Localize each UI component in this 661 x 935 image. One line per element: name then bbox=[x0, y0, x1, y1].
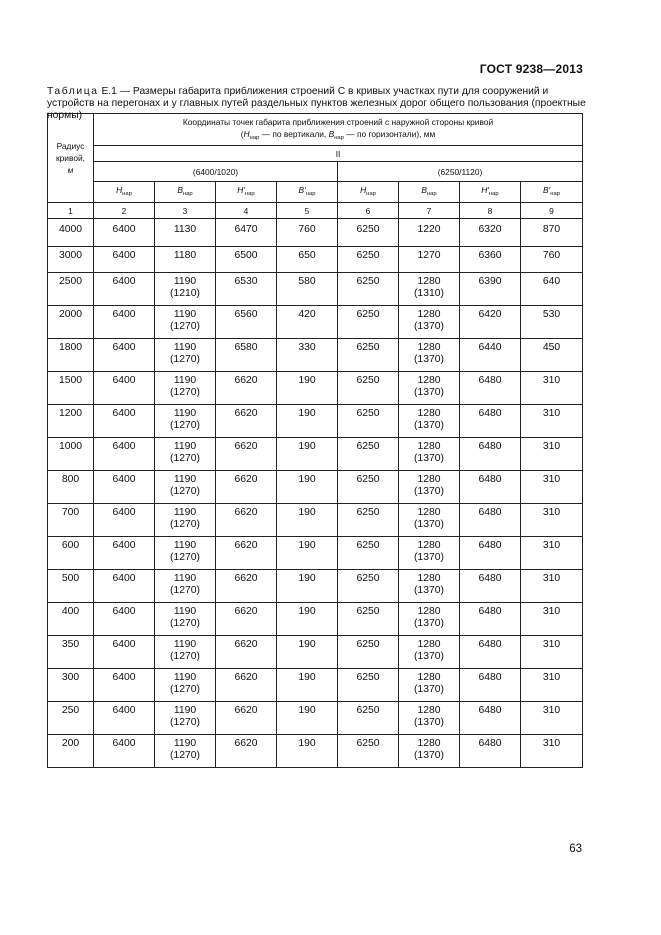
symbol-header-cell: $B'_{нар}$ bbox=[277, 182, 338, 203]
table-cell: 310 bbox=[521, 504, 583, 537]
column-number-cell: 3 bbox=[155, 203, 216, 219]
table-cell: 1280 (1370) bbox=[399, 570, 460, 603]
group-header-6250: (6250/1120) bbox=[338, 162, 583, 182]
table-cell: 250 bbox=[48, 702, 94, 735]
table-cell: 1280 (1370) bbox=[399, 372, 460, 405]
table-cell: 1200 bbox=[48, 405, 94, 438]
table-cell: 2000 bbox=[48, 306, 94, 339]
table-cell: 2500 bbox=[48, 273, 94, 306]
table-cell: 6250 bbox=[338, 339, 399, 372]
table-cell: 6400 bbox=[94, 306, 155, 339]
table-cell: 190 bbox=[277, 570, 338, 603]
coordinates-header: Координаты точек габарита приближения строений с наружной стороны кривой ($H_{нар}$ — по вертикали, $B_{нар}$ — по горизонтали), мм bbox=[94, 114, 583, 146]
table-cell: 6250 bbox=[338, 219, 399, 247]
column-number-cell: 4 bbox=[216, 203, 277, 219]
table-cell: 1190 (1270) bbox=[155, 702, 216, 735]
table-cell: 310 bbox=[521, 702, 583, 735]
table-cell: 6400 bbox=[94, 471, 155, 504]
table-cell: 6620 bbox=[216, 372, 277, 405]
table-cell: 6480 bbox=[460, 702, 521, 735]
table-cell: 6250 bbox=[338, 636, 399, 669]
table-cell: 6620 bbox=[216, 537, 277, 570]
table-cell: 6420 bbox=[460, 306, 521, 339]
table-cell: 400 bbox=[48, 603, 94, 636]
table-cell: 6400 bbox=[94, 669, 155, 702]
table-cell: 6620 bbox=[216, 405, 277, 438]
table-cell: 6620 bbox=[216, 702, 277, 735]
table-cell: 6480 bbox=[460, 669, 521, 702]
table-cell: 330 bbox=[277, 339, 338, 372]
symbol-header-cell: $B_{нар}$ bbox=[399, 182, 460, 203]
table-cell: 6530 bbox=[216, 273, 277, 306]
table-cell: 6250 bbox=[338, 438, 399, 471]
table-row bbox=[48, 405, 583, 438]
table-cell: 1280 (1370) bbox=[399, 405, 460, 438]
standard-code: ГОСТ 9238—2013 bbox=[479, 62, 583, 76]
table-cell: 6580 bbox=[216, 339, 277, 372]
table-cell: 6250 bbox=[338, 405, 399, 438]
table-cell: 6620 bbox=[216, 570, 277, 603]
table-cell: 310 bbox=[521, 471, 583, 504]
table-cell: 310 bbox=[521, 735, 583, 768]
symbol-header-cell: $B_{нар}$ bbox=[155, 182, 216, 203]
table-cell: 6250 bbox=[338, 702, 399, 735]
table-cell: 1280 (1370) bbox=[399, 603, 460, 636]
table-cell: 1190 (1210) bbox=[155, 273, 216, 306]
column-number-cell: 5 bbox=[277, 203, 338, 219]
table-cell: 6400 bbox=[94, 273, 155, 306]
table-row bbox=[48, 636, 583, 669]
table-cell: 1280 (1370) bbox=[399, 306, 460, 339]
table-cell: 6480 bbox=[460, 636, 521, 669]
table-cell: 6250 bbox=[338, 372, 399, 405]
table-cell: 1800 bbox=[48, 339, 94, 372]
table-cell: 650 bbox=[277, 247, 338, 273]
table-row bbox=[48, 372, 583, 405]
table-cell: 6320 bbox=[460, 219, 521, 247]
table-cell: 1280 (1310) bbox=[399, 273, 460, 306]
table-cell: 6400 bbox=[94, 247, 155, 273]
table-cell: 6480 bbox=[460, 372, 521, 405]
table-row bbox=[48, 504, 583, 537]
table-cell: 6620 bbox=[216, 603, 277, 636]
table-cell: 190 bbox=[277, 471, 338, 504]
table-cell: 1270 bbox=[399, 247, 460, 273]
table-cell: 190 bbox=[277, 438, 338, 471]
table-cell: 6400 bbox=[94, 570, 155, 603]
table-cell: 6250 bbox=[338, 537, 399, 570]
table-row bbox=[48, 438, 583, 471]
column-number-cell: 9 bbox=[521, 203, 583, 219]
symbol-header-cell: $H'_{нар}$ bbox=[216, 182, 277, 203]
table-row bbox=[48, 339, 583, 372]
table-cell: 6620 bbox=[216, 504, 277, 537]
table-cell: 1280 (1370) bbox=[399, 339, 460, 372]
table-cell: 420 bbox=[277, 306, 338, 339]
table-row bbox=[48, 219, 583, 247]
symbol-header-cell: $H_{нар}$ bbox=[338, 182, 399, 203]
table-row bbox=[48, 603, 583, 636]
table-cell: 1280 (1370) bbox=[399, 537, 460, 570]
caption-label: Таблица bbox=[47, 86, 99, 97]
table-cell: 6400 bbox=[94, 438, 155, 471]
table-cell: 6250 bbox=[338, 247, 399, 273]
table-cell: 310 bbox=[521, 372, 583, 405]
table-cell: 1000 bbox=[48, 438, 94, 471]
table-cell: 6560 bbox=[216, 306, 277, 339]
table-cell: 600 bbox=[48, 537, 94, 570]
table-cell: 6480 bbox=[460, 570, 521, 603]
symbol-header-cell: $H_{нар}$ bbox=[94, 182, 155, 203]
column-number-cell: 2 bbox=[94, 203, 155, 219]
table-cell: 190 bbox=[277, 669, 338, 702]
radius-header: Радиус кривой, м bbox=[48, 114, 94, 203]
table-cell: 6250 bbox=[338, 471, 399, 504]
table-cell: 1190 (1270) bbox=[155, 537, 216, 570]
table-cell: 190 bbox=[277, 537, 338, 570]
table-cell: 310 bbox=[521, 603, 583, 636]
table-cell: 1500 bbox=[48, 372, 94, 405]
table-cell: 6620 bbox=[216, 471, 277, 504]
table-cell: 310 bbox=[521, 669, 583, 702]
table-cell: 6400 bbox=[94, 735, 155, 768]
table-row bbox=[48, 702, 583, 735]
table-row bbox=[48, 471, 583, 504]
table-cell: 6400 bbox=[94, 405, 155, 438]
table-row bbox=[48, 669, 583, 702]
table-cell: 190 bbox=[277, 636, 338, 669]
column-number-cell: 1 bbox=[48, 203, 94, 219]
table-cell: 1190 (1270) bbox=[155, 471, 216, 504]
table-cell: 1190 (1270) bbox=[155, 405, 216, 438]
table-row bbox=[48, 735, 583, 768]
table-cell: 6620 bbox=[216, 735, 277, 768]
caption-text: Е.1 — Размеры габарита приближения строений С в кривых участках пути для сооружений и устройств на перегонах и у главных путей раздельных пунктов железных дорог общего пользования (проектные нормы) bbox=[47, 86, 586, 121]
table-cell: 1280 (1370) bbox=[399, 504, 460, 537]
table-cell: 1280 (1370) bbox=[399, 471, 460, 504]
table-cell: 310 bbox=[521, 405, 583, 438]
table-cell: 1280 (1370) bbox=[399, 735, 460, 768]
table-cell: 6250 bbox=[338, 504, 399, 537]
table-cell: 6250 bbox=[338, 669, 399, 702]
table-cell: 1190 (1270) bbox=[155, 504, 216, 537]
table-cell: 6250 bbox=[338, 273, 399, 306]
table-cell: 6400 bbox=[94, 219, 155, 247]
table-cell: 1280 (1370) bbox=[399, 438, 460, 471]
table-cell: 3000 bbox=[48, 247, 94, 273]
table-cell: 300 bbox=[48, 669, 94, 702]
table-cell: 310 bbox=[521, 438, 583, 471]
table-cell: 500 bbox=[48, 570, 94, 603]
table-cell: 190 bbox=[277, 405, 338, 438]
table-cell: 310 bbox=[521, 537, 583, 570]
table-cell: 1190 (1270) bbox=[155, 669, 216, 702]
table-cell: 6620 bbox=[216, 669, 277, 702]
column-number-cell: 6 bbox=[338, 203, 399, 219]
table-cell: 6480 bbox=[460, 405, 521, 438]
table-cell: 870 bbox=[521, 219, 583, 247]
table-cell: 6250 bbox=[338, 306, 399, 339]
table-cell: 1130 bbox=[155, 219, 216, 247]
table-body bbox=[48, 219, 583, 768]
table-cell: 1190 (1270) bbox=[155, 339, 216, 372]
table-cell: 640 bbox=[521, 273, 583, 306]
table-cell: 530 bbox=[521, 306, 583, 339]
table-cell: 190 bbox=[277, 735, 338, 768]
table-cell: 6360 bbox=[460, 247, 521, 273]
table-cell: 6440 bbox=[460, 339, 521, 372]
table-cell: 310 bbox=[521, 570, 583, 603]
table-cell: 700 bbox=[48, 504, 94, 537]
table-cell: 6250 bbox=[338, 570, 399, 603]
table-cell: 6480 bbox=[460, 438, 521, 471]
table-cell: 6480 bbox=[460, 504, 521, 537]
table-cell: 6500 bbox=[216, 247, 277, 273]
table-cell: 190 bbox=[277, 603, 338, 636]
table-row bbox=[48, 247, 583, 273]
symbol-header-cell: $B'_{нар}$ bbox=[521, 182, 583, 203]
column-number-cell: 7 bbox=[399, 203, 460, 219]
table-cell: 6480 bbox=[460, 603, 521, 636]
table-cell: 6400 bbox=[94, 603, 155, 636]
table-cell: 350 bbox=[48, 636, 94, 669]
table-cell: 800 bbox=[48, 471, 94, 504]
table-cell: 6400 bbox=[94, 339, 155, 372]
table-cell: 190 bbox=[277, 372, 338, 405]
table-cell: 6400 bbox=[94, 372, 155, 405]
table-cell: 1190 (1270) bbox=[155, 306, 216, 339]
clearance-table bbox=[47, 113, 583, 768]
table-cell: 6400 bbox=[94, 537, 155, 570]
table-cell: 760 bbox=[521, 247, 583, 273]
table-cell: 1220 bbox=[399, 219, 460, 247]
table-cell: 6480 bbox=[460, 537, 521, 570]
table-cell: 580 bbox=[277, 273, 338, 306]
table-cell: 1280 (1370) bbox=[399, 702, 460, 735]
page-number: 63 bbox=[569, 843, 582, 855]
table-cell: 1280 (1370) bbox=[399, 636, 460, 669]
table-row bbox=[48, 537, 583, 570]
symbol-header-cell: $H'_{нар}$ bbox=[460, 182, 521, 203]
table-cell: 6620 bbox=[216, 438, 277, 471]
table-cell: 1190 (1270) bbox=[155, 570, 216, 603]
group-header-6400: (6400/1020) bbox=[94, 162, 338, 182]
table-cell: 6620 bbox=[216, 636, 277, 669]
table-cell: 450 bbox=[521, 339, 583, 372]
table-row bbox=[48, 273, 583, 306]
table-row bbox=[48, 306, 583, 339]
table-cell: 1180 bbox=[155, 247, 216, 273]
table-cell: 1190 (1270) bbox=[155, 603, 216, 636]
table-cell: 1280 (1370) bbox=[399, 669, 460, 702]
table-cell: 1190 (1270) bbox=[155, 636, 216, 669]
table-row bbox=[48, 570, 583, 603]
table-cell: 6480 bbox=[460, 471, 521, 504]
table-cell: 1190 (1270) bbox=[155, 438, 216, 471]
table-cell: 760 bbox=[277, 219, 338, 247]
table-cell: 6400 bbox=[94, 636, 155, 669]
table-cell: 310 bbox=[521, 636, 583, 669]
table-cell: 6400 bbox=[94, 504, 155, 537]
table-cell: 6480 bbox=[460, 735, 521, 768]
column-number-cell: 8 bbox=[460, 203, 521, 219]
table-cell: 200 bbox=[48, 735, 94, 768]
table-cell: 4000 bbox=[48, 219, 94, 247]
table-cell: 190 bbox=[277, 702, 338, 735]
table-cell: 6390 bbox=[460, 273, 521, 306]
table-cell: 6400 bbox=[94, 702, 155, 735]
table-cell: 190 bbox=[277, 504, 338, 537]
table-cell: 6250 bbox=[338, 735, 399, 768]
table-cell: 6250 bbox=[338, 603, 399, 636]
table-cell: 1190 (1270) bbox=[155, 372, 216, 405]
roman-numeral-header: II bbox=[94, 146, 583, 162]
table-cell: 1190 (1270) bbox=[155, 735, 216, 768]
table-cell: 6470 bbox=[216, 219, 277, 247]
